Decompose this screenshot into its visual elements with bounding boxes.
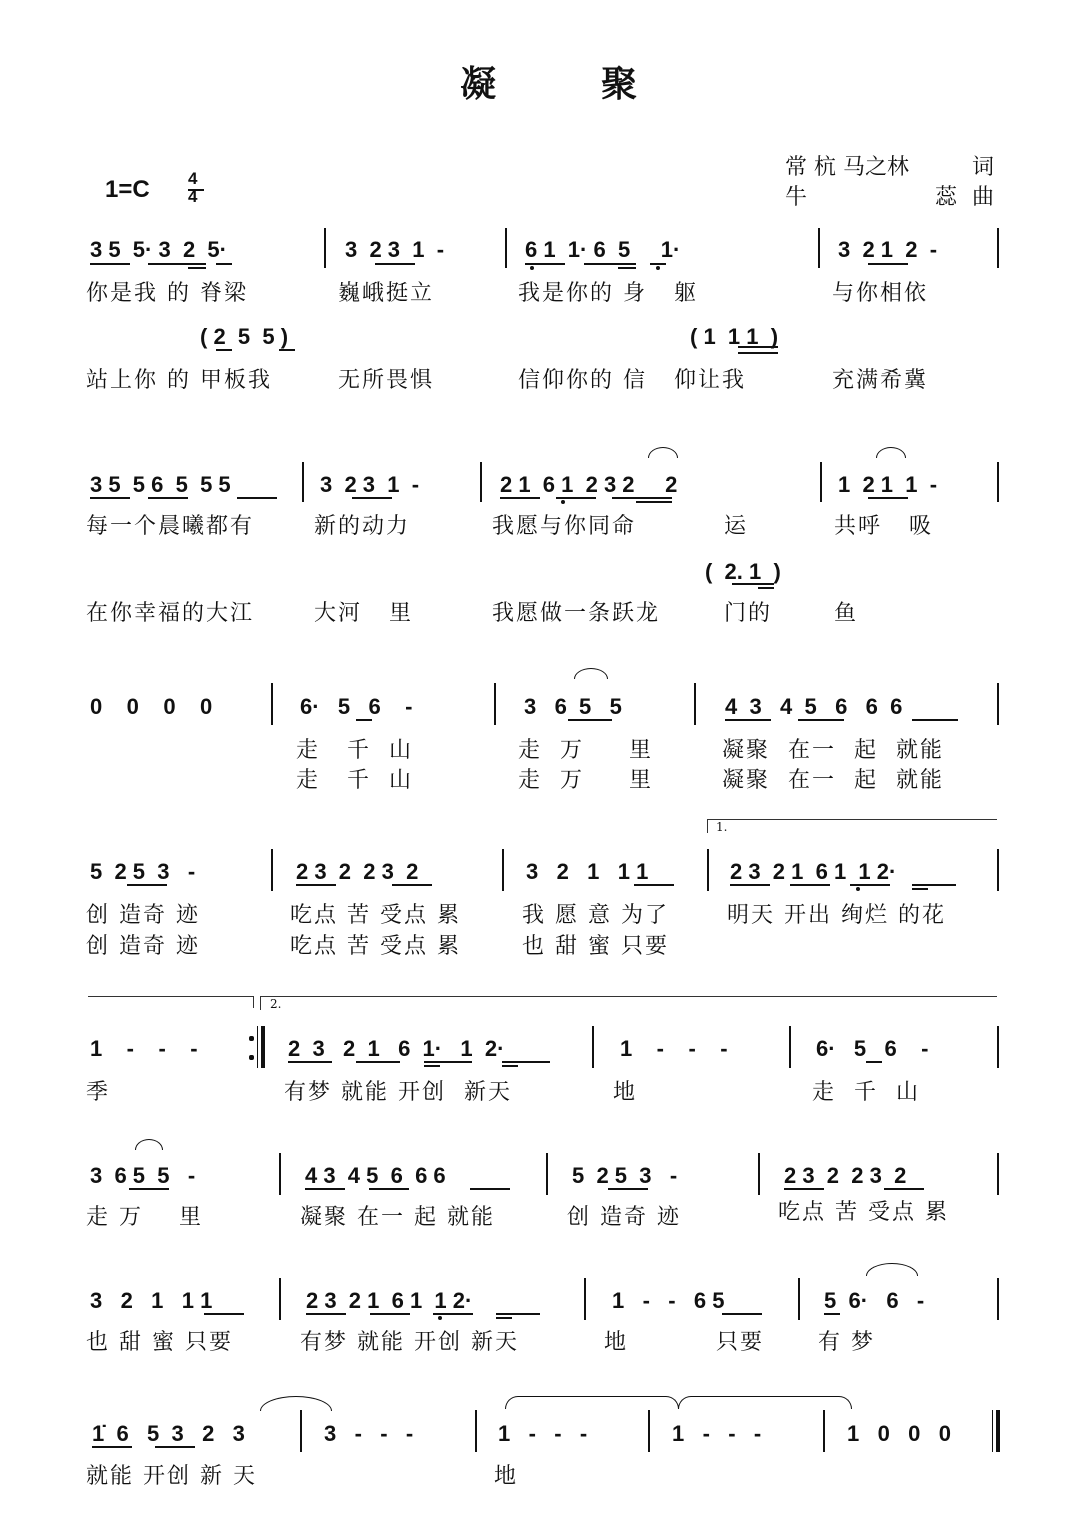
- lyric-1-m10: 走 千 山: [296, 738, 413, 763]
- composer-name-2: 蕊: [935, 185, 958, 210]
- notes-m17: 1 - - -: [90, 1036, 198, 1061]
- notes-m9: 0 0 0 0: [90, 694, 213, 719]
- notes-m15: 3 2 1 1 1: [526, 859, 649, 884]
- composer-role: 曲: [972, 185, 995, 210]
- notes-m11: 3 6 5 5: [524, 694, 622, 719]
- lyric-2-m12: 凝聚 在一 起 就能: [722, 768, 944, 793]
- notes-m32: 1 - - -: [672, 1421, 762, 1446]
- first-ending-label: 1.: [716, 820, 728, 834]
- lyric-1-m14: 吃点 苦 受点 累: [290, 903, 461, 928]
- lyric-1-m25: 也 甜 蜜 只要: [86, 1330, 233, 1355]
- lyric-2-m7b: 门的: [724, 601, 773, 626]
- notes-m26: 2 3 2 1 6 1 1 2·: [306, 1288, 473, 1313]
- lyric-2-m8: 鱼: [834, 601, 859, 626]
- notes-m27: 1 - - 6 5: [612, 1288, 725, 1313]
- lyric-1-m13: 创 造奇 迹: [86, 903, 200, 928]
- lyric-1-m19: 地: [613, 1080, 638, 1105]
- composer-name-1: 牛: [785, 185, 808, 210]
- time-sig-top: 4: [188, 169, 198, 188]
- lyric-1-m26: 有梦 就能 开创 新天: [300, 1330, 519, 1355]
- notes-m16: 2 3 2 1 6 1 1 2·: [730, 859, 897, 884]
- lyric-2-m1: 站上你 的 甲板我: [86, 368, 272, 393]
- lyric-1-m29: 就能 开创 新 天: [86, 1464, 257, 1489]
- lyric-1-m23: 创 造奇 迹: [567, 1205, 681, 1230]
- notes-m14: 2 3 2 2 3 2: [296, 859, 419, 884]
- notes-m2: 3 2 3 1 -: [345, 237, 445, 262]
- lyric-1-m15: 我 愿 意 为了: [522, 903, 669, 928]
- lyric-2-m3: 信仰你的 信 仰让我: [518, 368, 746, 393]
- notes-m13: 5 2 5 3 -: [90, 859, 196, 884]
- first-ending-bracket-cont: [88, 996, 254, 997]
- lyricist-role: 词: [972, 155, 995, 180]
- lyric-1-m1: 你是我 的 脊梁: [86, 281, 248, 306]
- notes-m25: 3 2 1 1 1: [90, 1288, 213, 1313]
- lyric-1-m27b: 只要: [716, 1330, 765, 1355]
- song-title-char-2: 聚: [601, 63, 638, 105]
- notes-m30: 3 - - -: [324, 1421, 414, 1446]
- second-ending-label: 2.: [270, 997, 282, 1011]
- lyric-2-m7: 我愿做一条跃龙: [492, 601, 661, 626]
- second-ending-bracket: [260, 996, 997, 997]
- repeat-dot-bottom: [249, 1055, 254, 1060]
- notes-m33: 1 0 0 0: [847, 1421, 951, 1446]
- lyric-1-m20: 走 千 山: [812, 1080, 920, 1105]
- lyric-1-m4: 与你相依: [832, 281, 929, 306]
- notes-m22: 4 3 4 5 6 6 6: [305, 1163, 446, 1188]
- lyric-2-m14: 吃点 苦 受点 累: [290, 934, 461, 959]
- lyric-2-m5: 在你幸福的大江: [86, 601, 255, 626]
- lyric-1-m22: 凝聚 在一 起 就能: [300, 1205, 495, 1230]
- notes-m4: 3 2 1 2 -: [838, 237, 938, 262]
- lyric-1-m27: 地: [604, 1330, 629, 1355]
- lyric-1-m17: 季: [86, 1080, 111, 1105]
- lyric-1-m12: 凝聚 在一 起 就能: [722, 738, 944, 763]
- notes-m6: 3 2 3 1 -: [320, 472, 420, 497]
- notes-m1: 3 5 5· 3 2 5·: [90, 237, 227, 262]
- lyric-1-m7: 我愿与你同命: [492, 514, 637, 539]
- alt-notes-c: ( 2. 1 ): [705, 559, 781, 584]
- alt-notes-a: ( 2 5 5 ): [200, 324, 289, 349]
- time-signature: [188, 170, 197, 206]
- lyric-2-m10: 走 千 山: [296, 768, 413, 793]
- time-sig-bottom: 4: [188, 187, 198, 206]
- lyric-1-m3: 我是你的 身 躯: [518, 281, 698, 306]
- lyric-1-m24: 吃点 苦 受点 累: [778, 1200, 949, 1225]
- notes-m31: 1 - - -: [498, 1421, 588, 1446]
- lyric-1-m5: 每一个晨曦都有: [86, 514, 255, 539]
- lyric-1-m28: 有 梦: [818, 1330, 875, 1355]
- notes-m10: 6· 5 6 -: [300, 694, 413, 719]
- notes-m7: 2 1 6 1 2 3 2 2: [500, 472, 678, 497]
- lyric-1-m11: 走 万 里: [518, 738, 653, 763]
- lyric-1-m31: 地: [494, 1464, 519, 1489]
- lyric-2-m6: 大河 里: [314, 601, 413, 626]
- lyric-2-m11: 走 万 里: [518, 768, 653, 793]
- notes-m20: 6· 5 6 -: [816, 1036, 929, 1061]
- lyric-1-m18: 有梦 就能 开创 新天: [284, 1080, 512, 1105]
- final-barline-thin: [992, 1410, 993, 1452]
- notes-m23: 5 2 5 3 -: [572, 1163, 678, 1188]
- first-ending-bracket: [707, 819, 997, 820]
- alt-notes-b: ( 1 1 1 ): [690, 324, 779, 349]
- notes-m19: 1 - - -: [620, 1036, 728, 1061]
- notes-m8: 1 2 1 1 -: [838, 472, 938, 497]
- lyric-1-m8: 共呼 吸: [834, 514, 933, 539]
- tie-1: [505, 1396, 679, 1409]
- lyric-2-m13: 创 造奇 迹: [86, 934, 200, 959]
- lyric-1-m21: 走 万 里: [86, 1205, 203, 1230]
- lyric-2-m2: 无所畏惧: [338, 368, 435, 393]
- lyric-2-m15: 也 甜 蜜 只要: [522, 934, 669, 959]
- notes-m3: 6 1 1· 6 5 1·: [525, 237, 681, 262]
- tie-2: [678, 1396, 852, 1409]
- lyric-1-m16: 明天 开出 绚烂 的花: [727, 903, 946, 928]
- lyric-1-m2: 巍峨挺立: [338, 281, 435, 306]
- notes-m12: 4 3 4 5 6 6 6: [725, 694, 903, 719]
- final-barline-thick: [996, 1410, 1000, 1452]
- notes-m5: 3 5 5 6 5 5 5: [90, 472, 231, 497]
- notes-m21: 3 6 5 5 -: [90, 1163, 196, 1188]
- lyric-1-m7b: 运: [724, 514, 749, 539]
- notes-m18: 2 3 2 1 6 1· 1 2·: [288, 1036, 505, 1061]
- song-title-char-1: 凝: [460, 63, 497, 105]
- notes-m28: 5 6· 6 -: [824, 1288, 925, 1313]
- key-signature: 1=C: [105, 176, 150, 203]
- lyric-1-m6: 新的动力: [314, 514, 411, 539]
- lyricist-names: 常 杭 马之林: [785, 155, 909, 180]
- lyric-2-m4: 充满希冀: [832, 368, 929, 393]
- notes-m24: 2 3 2 2 3 2: [784, 1163, 907, 1188]
- repeat-barline-thin: [257, 1026, 258, 1068]
- repeat-dot-top: [249, 1036, 254, 1041]
- repeat-barline-thick: [261, 1026, 265, 1068]
- notes-m29: 1̇ 6 5 3 2 3: [92, 1421, 245, 1446]
